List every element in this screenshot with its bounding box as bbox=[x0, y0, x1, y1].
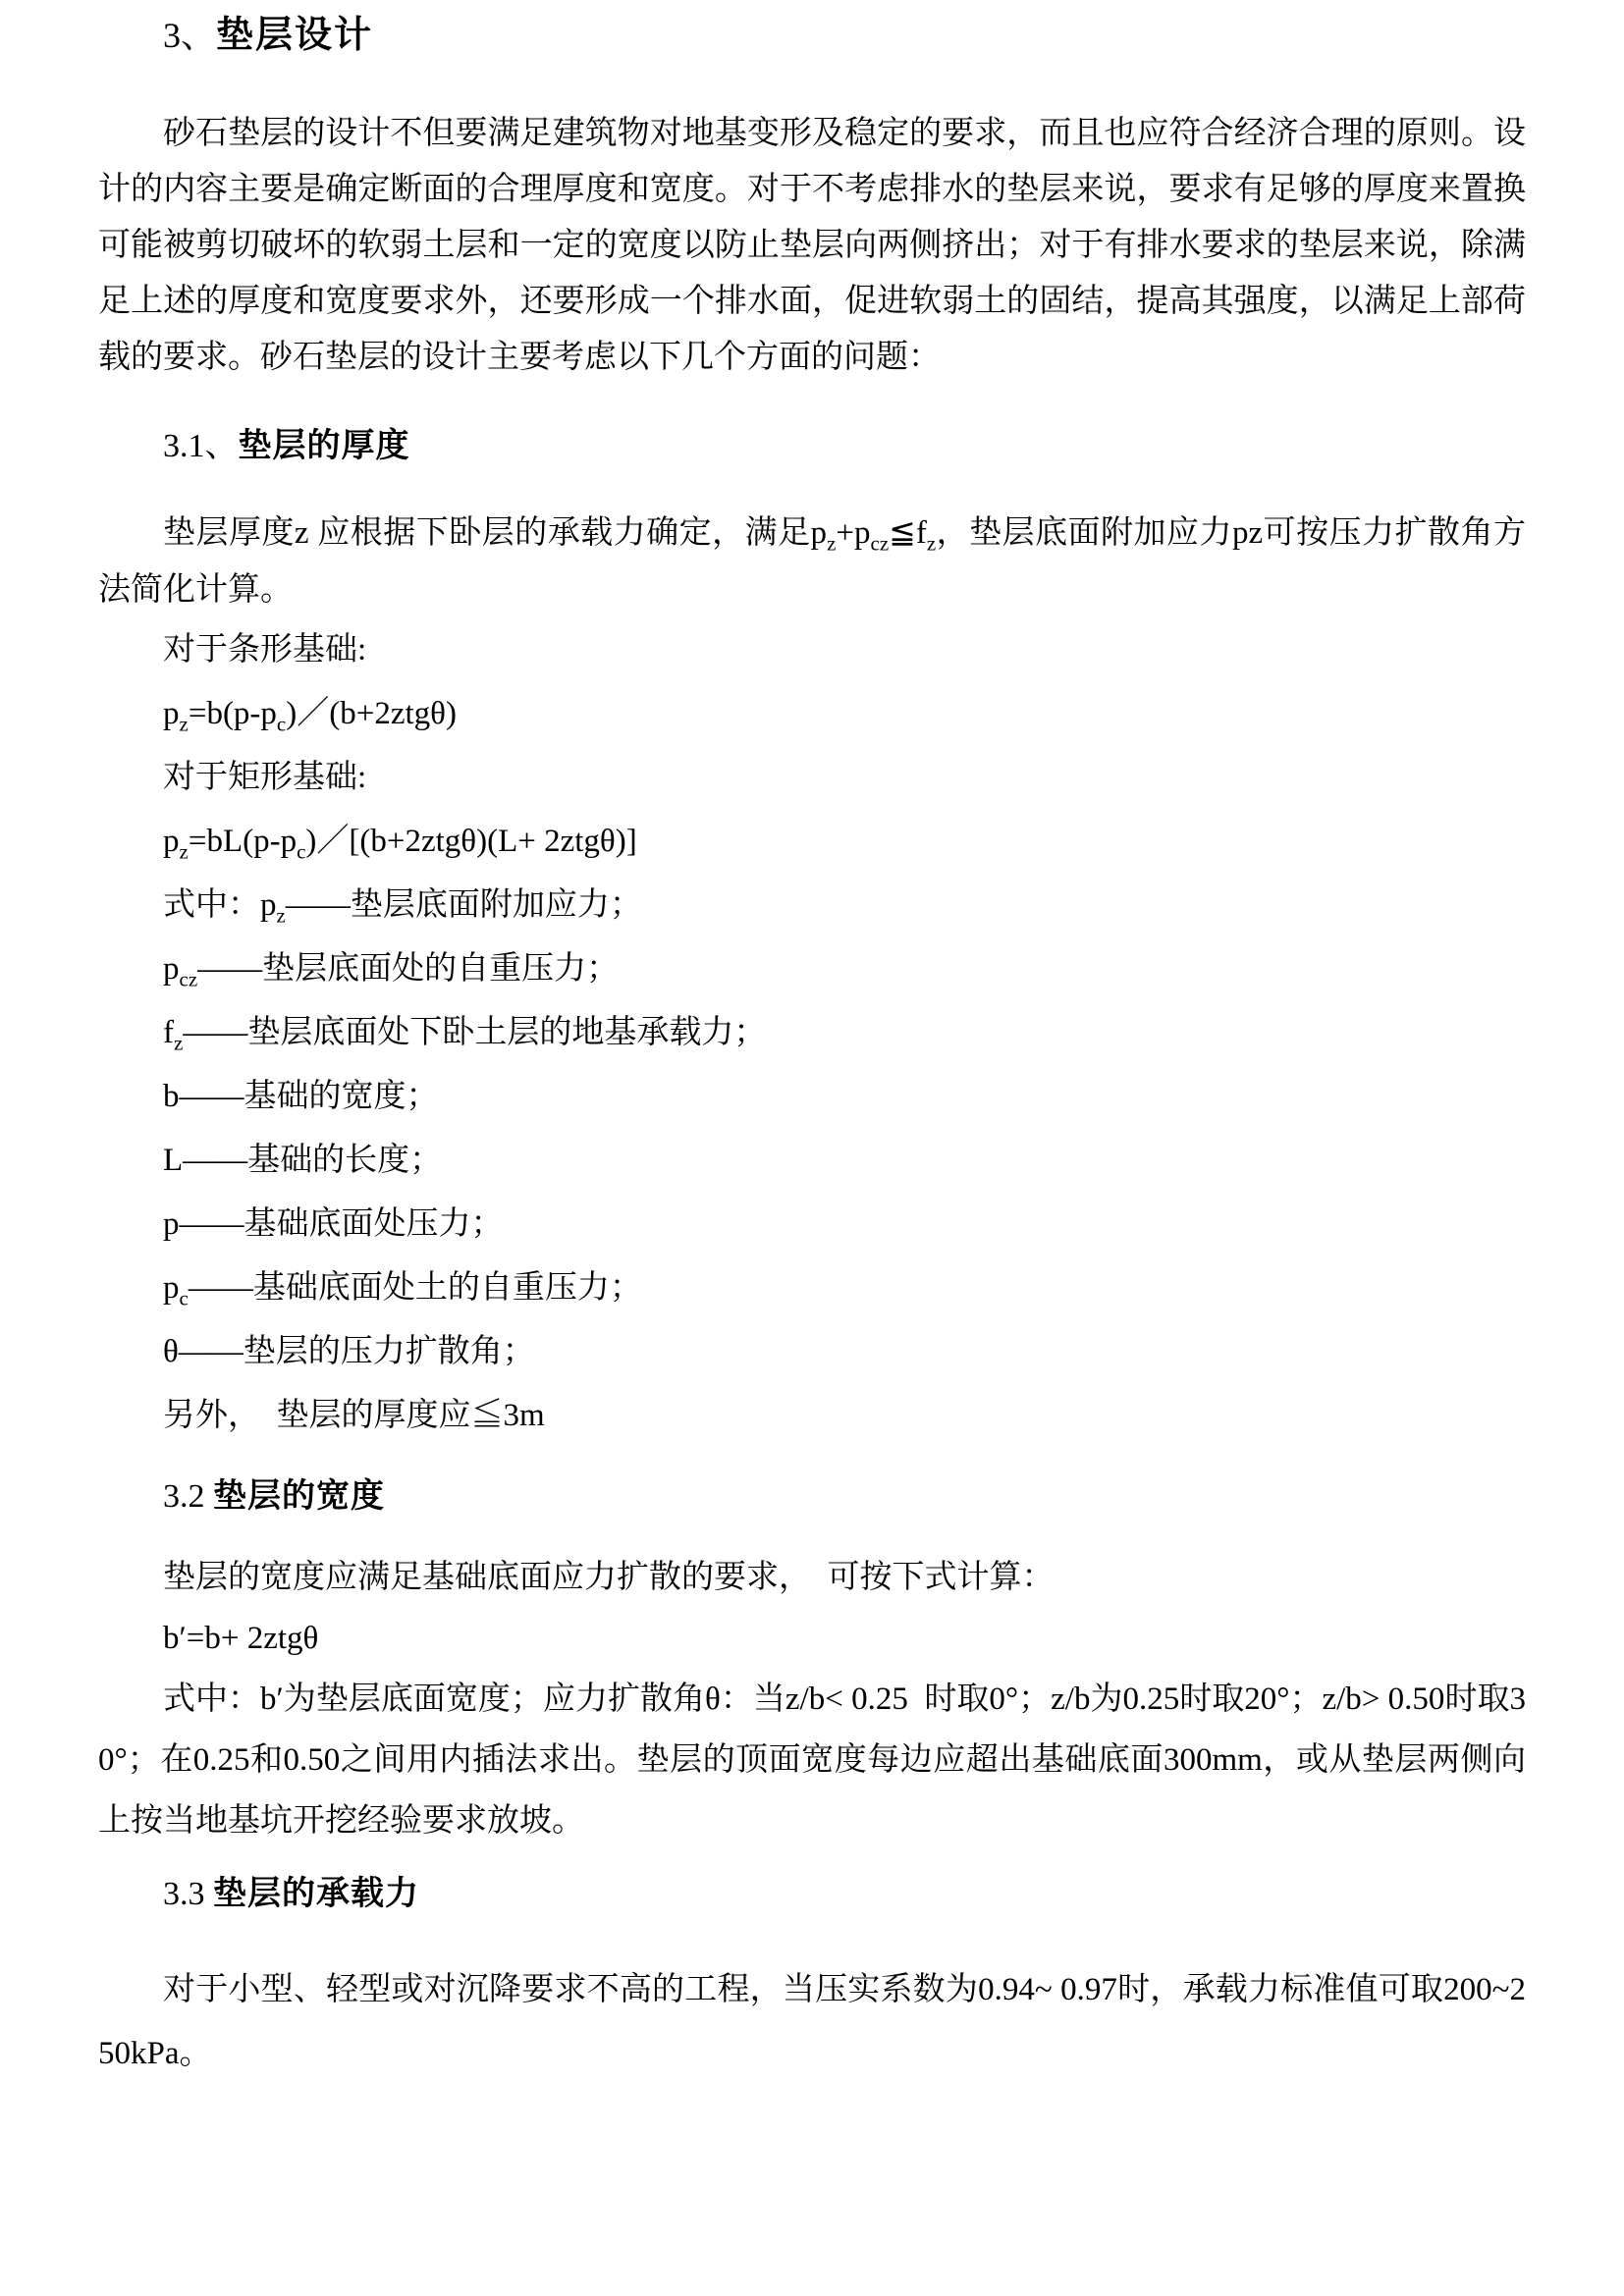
title-label: 垫层设计 bbox=[216, 15, 374, 56]
symbol-theta-definition: θ——垫层的压力扩散角； bbox=[163, 1334, 535, 1369]
symbol-pc-definition: $p_c——$基础底面处土的自重压力； bbox=[163, 1270, 642, 1310]
section-3-3-paragraph: 对于小型、轻型或对沉降要求不高的工程，当压实系数为0.94~ 0.97时，承载力标准值可取200~250kPa。 bbox=[98, 1972, 1526, 2071]
section-3-3-number: 3.3 bbox=[163, 1876, 213, 1912]
thickness-limit-note: 另外， 垫层的厚度应≦3m bbox=[163, 1398, 545, 1433]
rect-footing-label: 对于矩形基础: bbox=[163, 760, 367, 795]
section-3-1-heading bbox=[98, 425, 1526, 467]
symbol-fz-definition: $f_z——$垫层底面处下卧土层的地基承载力； bbox=[163, 1015, 767, 1055]
symbol-pz-definition: 式中：$p_z——$垫层底面附加应力； bbox=[163, 887, 642, 928]
section-3-2-number: 3.2 bbox=[163, 1478, 213, 1515]
symbol-p-definition: p——基础底面处压力； bbox=[163, 1206, 504, 1242]
section-3-3-label: 垫层的承载力 bbox=[213, 1875, 419, 1912]
intro-paragraph: 砂石垫层的设计不但要满足建筑物对地基变形及稳定的要求，而且也应符合经济合理的原则。设计的内容主要是确定断面的合理厚度和宽度。对于不考虑排水的垫层来说，要求有足够的厚度来置换可能被剪切破坏的软弱土层和一定的宽度以防止垫层向两侧挤出；对于有排水要求的垫层来说，除满足上述的厚度和宽度要求外，还要形成一个排水面，促进软弱土的固结，提高其强度，以满足上部荷载的要求。砂石垫层的设计主要考虑以下几个方面的问题： bbox=[98, 116, 1526, 375]
symbol-b-definition: b——基础的宽度； bbox=[163, 1079, 439, 1114]
document-title bbox=[98, 12, 1526, 59]
section-3-1-paragraph: 垫层厚度z 应根据下卧层的承载力确定，满足$p_z+p_{cz}≦f_z$，垫层底面附加应力pz可按压力扩散角方法简化计算。 bbox=[98, 515, 1526, 608]
title-number: 3、 bbox=[163, 16, 217, 55]
section-3-1-number: 3.1、 bbox=[163, 428, 239, 464]
section-3-2-note-paragraph: 式中：b′为垫层底面宽度；应力扩散角θ：当z/b< 0.25 时取0°；z/b为0.25时取20°；z/b> 0.50时取30°；在0.25和0.50之间用内插法求出。垫层的顶面宽度每边应超出基础底面300mm，或从垫层两侧向上按当地基坑开挖经验要求放坡。 bbox=[98, 1682, 1526, 1839]
section-3-2-label: 垫层的宽度 bbox=[213, 1477, 385, 1515]
symbol-pcz-definition: $p_{cz}——$垫层底面处的自重压力； bbox=[163, 951, 620, 991]
section-3-2-heading bbox=[98, 1475, 1526, 1518]
strip-footing-formula: $p_z=b(p-p_c)/(b+2ztg\theta)$ bbox=[163, 696, 457, 736]
strip-footing-label: 对于条形基础: bbox=[163, 632, 367, 667]
section-3-2-lead-paragraph: 垫层的宽度应满足基础底面应力扩散的要求， 可按下式计算： bbox=[163, 1560, 1055, 1595]
width-formula: b′=b+ 2ztgθ bbox=[163, 1621, 319, 1656]
rect-footing-formula: $p_z=bL(p-p_c)/[(b+2ztg\theta)(L+ 2ztg\theta)]$ bbox=[163, 824, 637, 864]
symbol-L-definition: L——基础的长度； bbox=[163, 1143, 443, 1178]
section-3-3-heading bbox=[98, 1873, 1526, 1915]
section-3-1-label: 垫层的厚度 bbox=[238, 427, 410, 464]
